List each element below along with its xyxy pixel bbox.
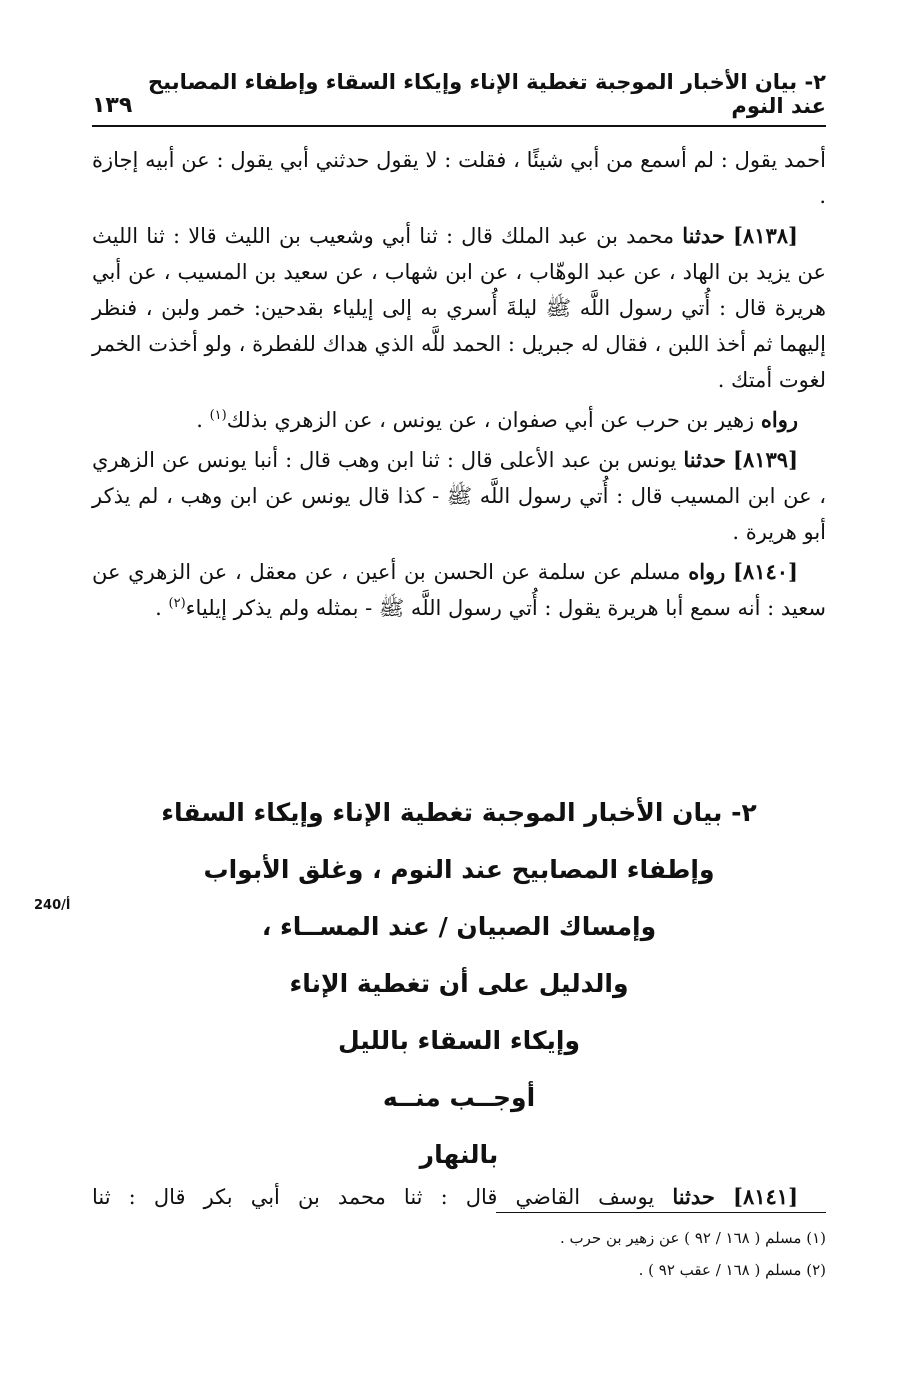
page-header [92, 70, 826, 118]
footnotes [92, 1222, 826, 1286]
riwaya-text: زهير بن حرب عن أبي صفوان ، عن يونس ، عن الزهري بذلك [226, 408, 755, 432]
hadith-keyword: حدثنا [682, 223, 725, 248]
footnote-2: (٢) مسلم ( ١٦٨ / عقب ٩٢ ) . [638, 1261, 826, 1279]
header-divider [92, 125, 826, 127]
riwaya-note [92, 402, 826, 438]
hadith-text: يوسف القاضي قال : ثنا محمد بن أبي بكر قال : ثنا [92, 1185, 655, 1209]
hadith-keyword: حدثنا [683, 447, 726, 472]
page-number: ١٣٩ [92, 93, 133, 118]
hadith-number: [٨١٣٩] [733, 447, 798, 472]
chapter-title-line: والدليل على أن تغطية الإناء [289, 969, 629, 998]
hadith-8141 [92, 1179, 826, 1215]
chapter-title [92, 784, 826, 1183]
chapter-title-line: وإطفاء المصابيح عند النوم ، وغلق الأبواب [203, 855, 715, 884]
footnote-ref-1[interactable]: (١) [209, 408, 227, 423]
hadith-keyword: رواه [688, 559, 726, 584]
hadith-number: [٨١٣٨] [732, 223, 798, 248]
footnote-ref-2[interactable]: (٢) [168, 596, 186, 611]
hadith-text: يونس بن عبد الأعلى قال : ثنا ابن وهب قال : أنبا يونس عن الزهري ، عن ابن المسيب قال : أُتي رسول اللَّه ﷺ - كذا قال يونس عن ابن وهب ، لم يذكر أبو هريرة . [92, 448, 826, 544]
chapter-title-line: وإمساك الصبيان / عند المســاء ، [261, 912, 657, 941]
paragraph-continuation: أحمد يقول : لم أسمع من أبي شيئًا ، فقلت : لا يقول حدثني أبي يقول : عن أبيه إجازة . [92, 148, 826, 208]
hadith-end: . [155, 596, 169, 620]
running-head: ٢- بيان الأخبار الموجبة تغطية الإناء وإيكاء السقاء وإطفاء المصابيح عند النوم [148, 70, 826, 118]
footnote-1: (١) مسلم ( ١٦٨ / ٩٢ ) عن زهير بن حرب . [559, 1229, 826, 1247]
hadith-8138 [92, 218, 826, 398]
hadith-number: [٨١٤١] [733, 1184, 798, 1209]
hadith-8140 [92, 554, 826, 626]
footnote-divider [496, 1212, 826, 1213]
chapter-title-line: ٢- بيان الأخبار الموجبة تغطية الإناء وإيكاء السقاء [161, 798, 757, 827]
riwaya-keyword: رواه [760, 407, 798, 432]
main-text [92, 142, 826, 630]
chapter-title-line: وإيكاء السقاء بالليل [337, 1026, 581, 1055]
hadith-8139 [92, 442, 826, 550]
manuscript-folio-note: 240/أ [34, 898, 71, 913]
riwaya-end: . [196, 408, 210, 432]
hadith-keyword: حدثنا [672, 1184, 715, 1209]
hadith-text: محمد بن عبد الملك قال : ثنا أبي وشعيب بن الليث قالا : ثنا الليث عن يزيد بن الهاد ، عن عبد الوهّاب ، عن ابن شهاب ، عن سعيد بن المسيب ، عن أبي هريرة قال : أُتي رسول اللَّه ﷺ ليلةَ أُسري به إلى إيلياء بقدحين: خمر ولبن ، فنظر إليهما ثم أخذ اللبن ، فقال له جبريل : الحمد للَّه الذي هداك للفطرة ، ولو أخذت الخمر لغوت أمتك . [92, 224, 826, 392]
hadith-text: مسلم عن سلمة عن الحسن بن أعين ، عن معقل ، عن الزهري عن سعيد : أنه سمع أبا هريرة يقول : أُتي رسول اللَّه ﷺ - بمثله ولم يذكر إيلياء [92, 560, 826, 620]
chapter-title-line: أوجــب منــه [382, 1083, 536, 1112]
hadith-number: [٨١٤٠] [732, 559, 798, 584]
chapter-title-line: بالنهار [419, 1140, 499, 1169]
